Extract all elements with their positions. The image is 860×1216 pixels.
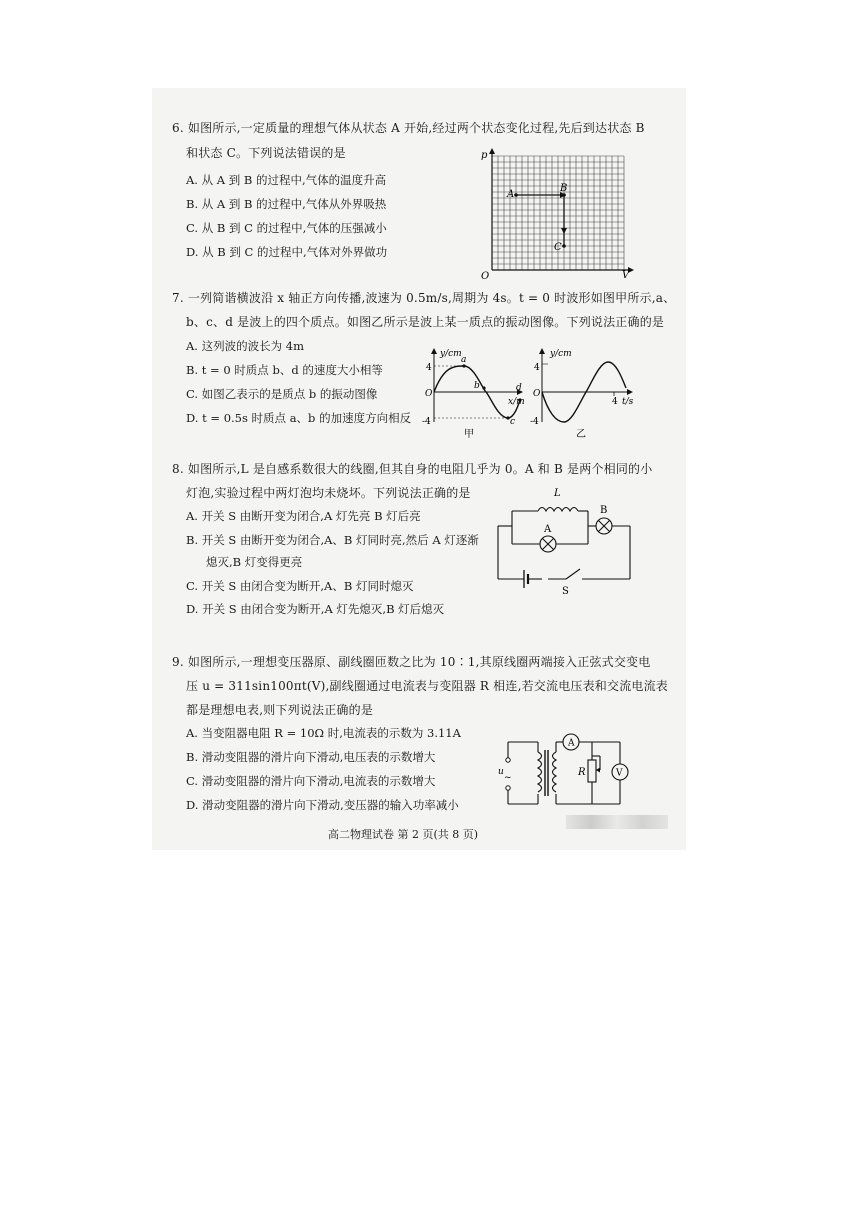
q9-option-d: D. 滑动变阻器的滑片向下滑动,变压器的输入功率减小 (186, 798, 459, 812)
vibration-graph-yi (530, 344, 640, 440)
q9-option-c: C. 滑动变阻器的滑片向下滑动,电流表的示数增大 (186, 774, 436, 788)
pv-origin-label: O (481, 271, 490, 280)
q6-option-b: B. 从 A 到 B 的过程中,气体从外界吸热 (186, 197, 387, 211)
circuit-transformer (494, 730, 640, 812)
q7-option-b: B. t = 0 时质点 b、d 的速度大小相等 (186, 363, 383, 377)
coil-l-label: L (554, 488, 561, 499)
jia-point-b-label: b (474, 381, 480, 391)
yi-tick-top: 4 (534, 363, 540, 373)
yi-tick-bottom: -4 (530, 417, 539, 427)
switch-s-label: S (562, 586, 569, 596)
q8-option-d: D. 开关 S 由闭合变为断开,A 灯先熄灭,B 灯后熄灭 (186, 602, 445, 616)
yi-y-axis-label: y/cm (550, 349, 572, 359)
q7-option-c: C. 如图乙表示的是质点 b 的振动图像 (186, 387, 378, 401)
q6-option-a: A. 从 A 到 B 的过程中,气体的温度升高 (186, 173, 387, 187)
jia-x-axis-label: x/m (508, 397, 525, 407)
q7-stem-line2: b、c、d 是波上的四个质点。如图乙所示是波上某一质点的振动图像。下列说法正确的是 (186, 315, 665, 329)
pv-v-label: V (622, 270, 630, 280)
jia-origin-label: O (425, 389, 433, 399)
jia-caption: 甲 (464, 429, 474, 440)
jia-point-a-label: a (461, 355, 467, 365)
jia-tick-top: 4 (426, 363, 432, 373)
q6-stem-line1: 6. 如图所示,一定质量的理想气体从状态 A 开始,经过两个状态变化过程,先后到达状态 B (172, 121, 645, 135)
jia-point-c-label: c (510, 417, 516, 427)
q9-option-a: A. 当变阻器电阻 R = 10Ω 时,电流表的示数为 3.11A (186, 726, 461, 740)
q7-option-d: D. t = 0.5s 时质点 a、b 的加速度方向相反 (186, 411, 412, 425)
voltmeter-label: V (616, 768, 623, 779)
q8-option-b: B. 开关 S 由断开变为闭合,A、B 灯同时亮,然后 A 灯逐渐 (186, 533, 479, 547)
jia-point-d-label: d (516, 383, 522, 393)
yi-caption: 乙 (576, 429, 586, 440)
pv-point-c-label: C (554, 242, 562, 253)
pv-p-label: p (481, 150, 488, 161)
pv-diagram (476, 146, 640, 280)
q8-option-c: C. 开关 S 由闭合变为断开,A、B 灯同时熄灭 (186, 579, 414, 593)
ammeter-label: A (568, 738, 575, 749)
q9-stem-line2: 压 u = 311sin100πt(V),副线圈通过电流表与变阻器 R 相连,若交流电压表和交流电流表 (186, 679, 668, 693)
yi-origin-label: O (533, 389, 541, 399)
jia-y-axis-label: y/cm (440, 349, 462, 359)
source-u-label: u (498, 767, 504, 777)
scan-blur-mark (566, 815, 668, 829)
rheostat-r-label: R (578, 767, 586, 778)
q8-option-a: A. 开关 S 由断开变为闭合,A 灯先亮 B 灯后亮 (186, 509, 421, 523)
q6-option-c: C. 从 B 到 C 的过程中,气体的压强减小 (186, 221, 387, 235)
q9-stem-line1: 9. 如图所示,一理想变压器原、副线圈匝数之比为 10∶1,其原线圈两端接入正弦式交变电 (172, 655, 651, 669)
jia-tick-bottom: -4 (422, 417, 431, 427)
q9-option-b: B. 滑动变阻器的滑片向下滑动,电压表的示数增大 (186, 750, 436, 764)
lamp-a-label: A (544, 524, 552, 535)
wave-graph-jia (420, 344, 532, 440)
page-footer: 高二物理试卷 第 2 页(共 8 页) (328, 828, 479, 841)
q7-stem-line1: 7. 一列简谐横波沿 x 轴正方向传播,波速为 0.5m/s,周期为 4s。t = 0 时波形如图甲所示,a、 (172, 291, 676, 305)
ac-source-tilde: ~ (504, 773, 512, 783)
lamp-b-label: B (600, 505, 608, 516)
yi-x-axis-label: t/s (622, 397, 634, 407)
q8-stem-line1: 8. 如图所示,L 是自感系数很大的线圈,但其自身的电阻几乎为 0。A 和 B 是两个相同的小 (172, 462, 653, 476)
q8-stem-line2: 灯泡,实验过程中两灯泡均未烧坏。下列说法正确的是 (186, 486, 471, 500)
q8-option-b-cont: 熄灭,B 灯变得更亮 (206, 555, 303, 569)
yi-tick-4: 4 (612, 397, 618, 407)
pv-point-a-label: A (507, 189, 515, 200)
q9-stem-line3: 都是理想电表,则下列说法正确的是 (186, 703, 374, 717)
q6-option-d: D. 从 B 到 C 的过程中,气体对外界做功 (186, 245, 388, 259)
circuit-lamp-coil (490, 484, 640, 596)
q7-option-a: A. 这列波的波长为 4m (186, 339, 304, 353)
pv-point-b-label: B (560, 183, 568, 194)
q6-stem-line2: 和状态 C。下列说法错误的是 (186, 146, 346, 160)
